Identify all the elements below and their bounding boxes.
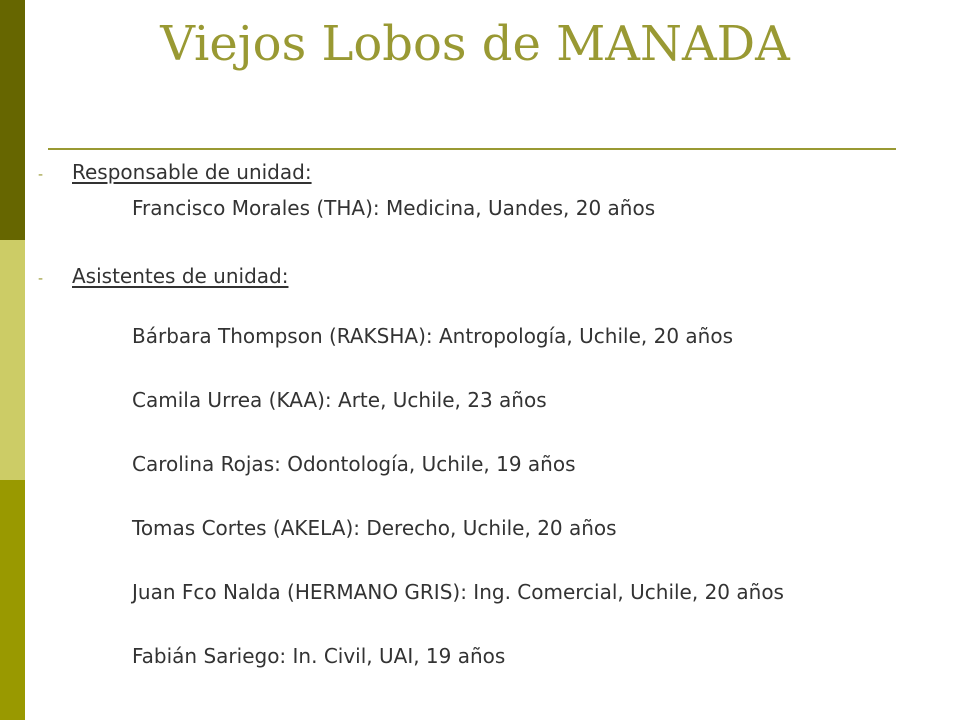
- asistente-person: Carolina Rojas: Odontología, Uchile, 19 años: [132, 452, 576, 476]
- dash-bullet: -: [38, 167, 44, 183]
- asistente-person: Bárbara Thompson (RAKSHA): Antropología, Uchile, 20 años: [132, 324, 733, 348]
- asistentes-bullet: [38, 264, 288, 288]
- responsable-heading: Responsable de unidad:: [72, 160, 312, 184]
- responsable-person: Francisco Morales (THA): Medicina, Uandes, 20 años: [132, 196, 656, 220]
- responsable-bullet: [38, 160, 312, 184]
- asistente-person: Tomas Cortes (AKELA): Derecho, Uchile, 20 años: [132, 516, 617, 540]
- asistente-person: Fabián Sariego: In. Civil, UAI, 19 años: [132, 644, 506, 668]
- asistentes-heading: Asistentes de unidad:: [72, 264, 289, 288]
- dash-bullet: -: [38, 271, 44, 287]
- asistente-person: Camila Urrea (KAA): Arte, Uchile, 23 años: [132, 388, 547, 412]
- slide-title: Viejos Lobos de MANADA: [160, 16, 790, 72]
- asistente-person: Juan Fco Nalda (HERMANO GRIS): Ing. Comercial, Uchile, 20 años: [132, 580, 784, 604]
